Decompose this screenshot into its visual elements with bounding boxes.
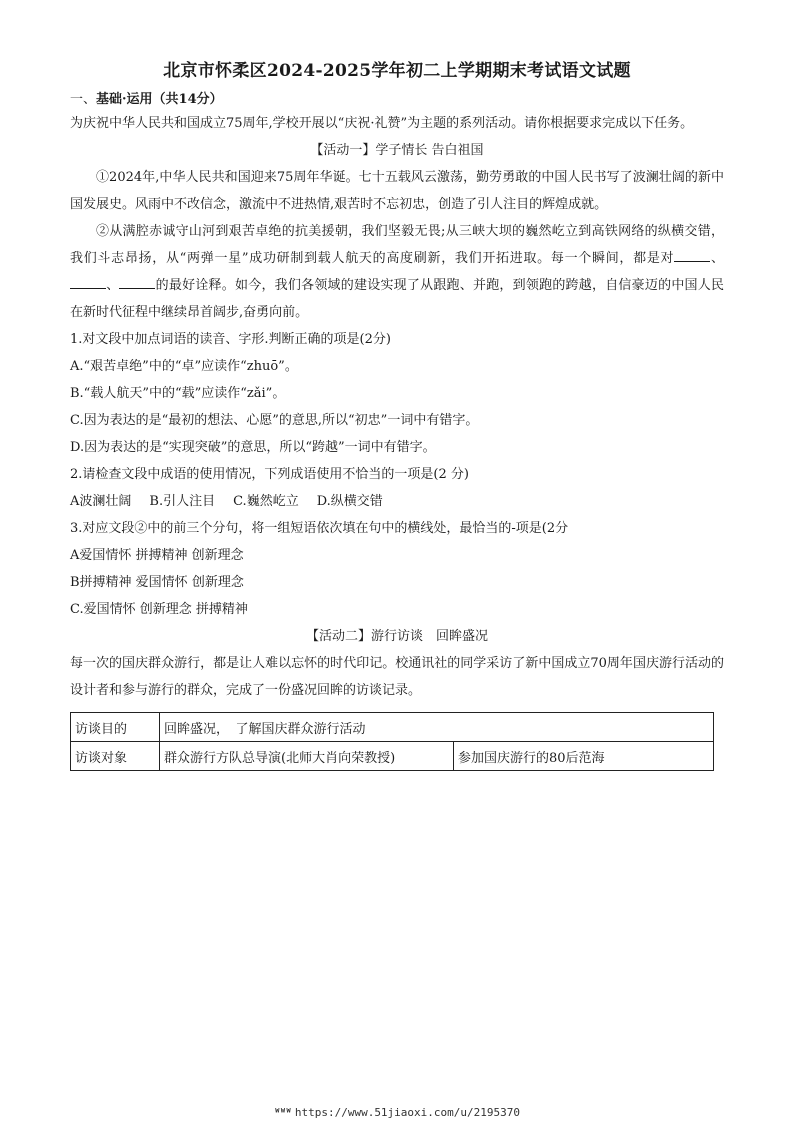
table-value-purpose: 回眸盛况， 了解国庆群众游行活动 <box>160 713 714 742</box>
question-1-option-a: A.“艰苦卓绝”中的“卓”应读作“zhuō”。 <box>70 359 298 374</box>
activity1-title: 【活动一】学子情长 告白祖国 <box>310 143 484 158</box>
fill-blank-1[interactable] <box>674 247 710 262</box>
table-label-purpose: 访谈目的 <box>71 713 160 742</box>
section-heading <box>70 90 724 110</box>
table-value-interviewee-2: 参加国庆游行的80后范海 <box>454 742 714 771</box>
question-2-stem: 2.请检查文段中成语的使用情况，下列成语使用不恰当的一项是(2 分) <box>70 467 469 482</box>
paragraph-2-part-b: 的最好诠释。如今，我们各领域的建设实现了从跟跑、并跑，到领跑的跨越，自信豪迈的中国人民在新时代征程中继续昂首阔步,奋勇向前。 <box>70 278 724 320</box>
question-1-stem: 1.对文段中加点词语的读音、字形.判断正确的项是(2分) <box>70 332 391 347</box>
fill-blank-3[interactable] <box>119 274 155 289</box>
blank-separator: 、 <box>106 278 120 293</box>
page-title: 北京市怀柔区2024-2025学年初二上学期期末考试语文试题 <box>163 61 631 81</box>
table-row <box>71 713 714 742</box>
question-2-option-a: A波澜壮阔 <box>70 494 132 509</box>
question-1-option-d: D.因为表达的是“实现突破”的意思，所以“跨越”一词中有错字。 <box>70 440 436 455</box>
question-2-options <box>70 488 724 515</box>
table-value-interviewee-1: 群众游行方队总导演(北师大肖向荣教授) <box>160 742 454 771</box>
footer-watermark <box>0 1106 794 1119</box>
question-3-option-c: C.爱国情怀 创新理念 拼搏精神 <box>70 602 248 617</box>
section-intro: 为庆祝中华人民共和国成立75周年,学校开展以“庆祝·礼赞”为主题的系列活动。请你根据要求完成以下任务。 <box>70 116 694 131</box>
activity1-paragraph-1: ①2024年,中华人民共和国迎来75周年华诞。七十五载风云激荡，勤劳勇敢的中国人民书写了波澜壮阔的新中国发展史。风雨中不改信念，激流中不进热情,艰苦时不忘初忠，创造了引人注目的辉煌成就。 <box>70 170 724 212</box>
footer-mark: ᵂᵂᵂ <box>273 1106 291 1119</box>
activity1-paragraph-2 <box>70 218 724 326</box>
question-3-option-b: B拼搏精神 爱国情怀 创新理念 <box>70 575 244 590</box>
table-row <box>71 742 714 771</box>
section-heading-prefix: 一、 <box>70 92 97 107</box>
footer-url[interactable]: https://www.51jiaoxi.com/u/2195370 <box>294 1106 521 1119</box>
table-label-interviewees: 访谈对象 <box>71 742 160 771</box>
section-heading-label: 基础·运用（共14分） <box>96 92 223 107</box>
question-3-stem: 3.对应文段②中的前三个分句，将一组短语依次填在句中的横线处，最恰当的-项是(2分 <box>70 521 569 536</box>
fill-blank-2[interactable] <box>70 274 106 289</box>
paragraph-2-part-a: ②从满腔赤诚守山河到艰苦卓绝的抗美援朝，我们坚毅无畏;从三峡大坝的巍然屹立到高铁网络的纵横交错，我们斗志昂扬，从“两弹一星”成功研制到载人航天的高度刷新，我们开拓进取。每一个瞬间，都是对 <box>70 224 724 266</box>
question-3-option-a: A爱国情怀 拼搏精神 创新理念 <box>70 548 244 563</box>
question-2-option-d: D.纵横交错 <box>316 494 383 509</box>
exam-page <box>70 58 724 771</box>
interview-table <box>70 712 714 771</box>
blank-separator: 、 <box>710 251 724 266</box>
question-2-option-b: B.引人注目 <box>149 494 216 509</box>
activity2-intro: 每一次的国庆群众游行，都是让人难以忘怀的时代印记。校通讯社的同学采访了新中国成立70周年国庆游行活动的设计者和参与游行的群众，完成了一份盛况回眸的访谈记录。 <box>70 656 724 698</box>
question-1-option-c: C.因为表达的是“最初的想法、心愿”的意思,所以“初忠”一词中有错字。 <box>70 413 479 428</box>
question-1-option-b: B.“载人航天”中的“载”应读作“zǎi”。 <box>70 386 286 401</box>
activity2-title: 【活动二】游行访谈 回眸盛况 <box>305 629 488 644</box>
question-2-option-c: C.巍然屹立 <box>233 494 299 509</box>
